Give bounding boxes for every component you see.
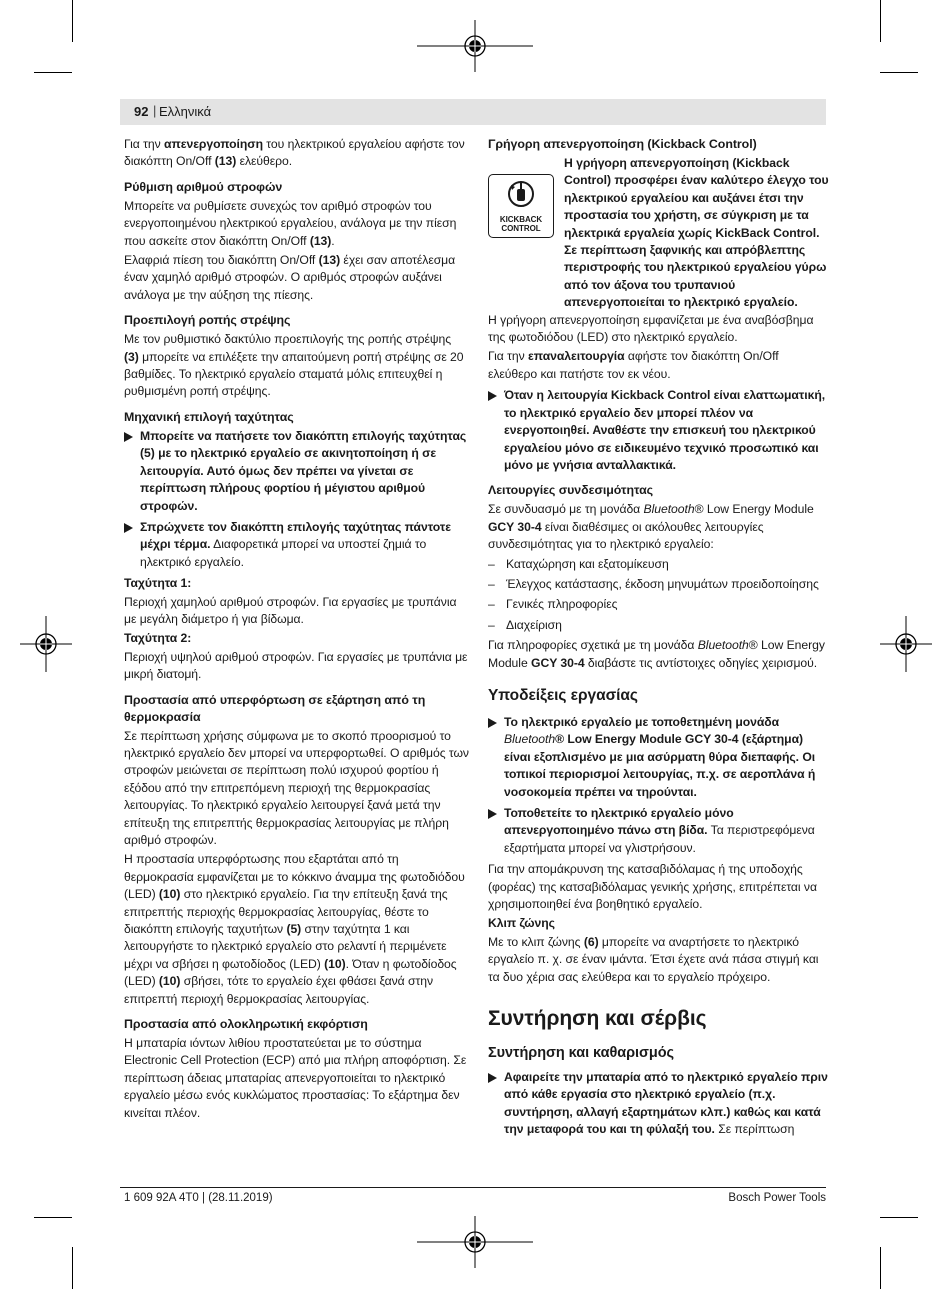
paragraph-kickback-3: [488, 348, 830, 383]
heading-working-tips: Υποδείξεις εργασίας: [488, 686, 638, 704]
heading-deep-discharge: Προστασία από ολοκληρωτική εκφόρτιση: [124, 1017, 368, 1032]
text-run: Για την: [488, 349, 529, 364]
text-run: του ηλεκτρικού εργαλείου αφήστε τον διακόπτη On/Off: [124, 137, 465, 169]
text-run: (10): [158, 887, 181, 902]
crop-mark: [880, 72, 918, 73]
page-number: 92: [134, 104, 149, 119]
kickback-icon-label-2: CONTROL: [501, 224, 541, 233]
heading-gear-selection: Μηχανική επιλογή ταχύτητας: [124, 409, 294, 424]
crop-mark: [34, 72, 72, 73]
registration-mark-icon: [417, 1216, 533, 1268]
rotation-hand-icon: [507, 178, 535, 214]
text-run: Με το κλιπ ζώνης: [488, 934, 584, 949]
header-separator: |: [153, 103, 157, 118]
footer-rule: [120, 1187, 826, 1188]
text-run: .: [331, 233, 335, 248]
warning-triangle-icon: [488, 718, 497, 728]
text-run: μπορείτε να επιλέξετε την απαιτούμενη ροπή στρέψης σε 20 βαθμίδες. Το ηλεκτρικό εργαλείο σταματά μόλις επιτευχθεί η ρυθμισμένη ροπή στρέψης.: [124, 349, 464, 399]
heading-maintenance-service: Συντήρηση και σέρβις: [488, 1007, 707, 1031]
paragraph-switch-off: [124, 136, 469, 171]
list-item-text: Έλεγχος κατάστασης, έκδοση μηνυμάτων προειδοποίησης: [506, 576, 819, 591]
warning-triangle-icon: [124, 432, 133, 442]
heading-temperature-protection: Προστασία από υπερφόρτωση σε εξάρτηση από τη θερμοκρασία: [124, 692, 426, 724]
crop-mark: [880, 0, 881, 42]
text-run: (10): [324, 956, 346, 971]
text-run: στην ταχύτητα 1 και λειτουργήστε το ηλεκτρικό εργαλείο στο ρελαντί ή περιμένετε μέχρι να σβήσει η φωτοδίοδος (LED): [124, 922, 447, 971]
text-run: Για πληροφορίες σχετικά με τη μονάδα: [488, 638, 698, 653]
text-run: GCY 30-4: [531, 655, 585, 670]
text-run: Bluetooth: [643, 502, 695, 517]
warning-triangle-icon: [488, 809, 497, 819]
text-run: (13): [309, 233, 332, 248]
belt-clip-label: Κλιπ ζώνης: [488, 916, 555, 931]
text-run: Σπρώχνετε τον διακόπτη επιλογής ταχύτητας πάντοτε μέχρι τέρμα.: [140, 519, 451, 552]
kickback-block: [488, 155, 830, 312]
text-run: έχει σαν αποτέλεσμα έναν χαμηλό αριθμό στροφών. Ο αριθμός στροφών αυξάνει ανάλογα με την αύξηση της πίεσης.: [124, 253, 456, 302]
left-column: [124, 136, 469, 1124]
list-dash: –: [488, 617, 495, 632]
heading-connectivity: Λειτουργίες συνδεσιμότητας: [488, 483, 654, 498]
paragraph-speed-2: [124, 252, 469, 304]
kickback-control-icon: [488, 174, 554, 238]
text-run: (5): [286, 922, 302, 937]
list-item: [488, 576, 830, 593]
list-item: [488, 556, 830, 573]
list-item-text: Καταχώρηση και εξατομίκευση: [506, 556, 669, 571]
text-run: ελεύθερο.: [236, 154, 293, 169]
warning-text: [504, 715, 815, 799]
text-run: Τα περιστρεφόμενα εξαρτήματα μπορεί να γλιστρήσουν.: [504, 823, 815, 855]
text-run: είναι διαθέσιμες οι ακόλουθες λειτουργίες συνδεσιμότητας για το ηλεκτρικό εργαλείο:: [488, 519, 764, 552]
text-run: Όταν η λειτουργία Kickback Control είναι ελαττωματική, το ηλεκτρικό εργαλείο δεν μπορεί πλέον να ενεργοποιηθεί. Αναθέστε την επισκευή του ηλεκτρικού εργαλείου μόνο σε ειδικευμένο τεχνικό προσωπικό και μόνο με γνήσια ανταλλακτικά.: [504, 388, 826, 472]
crop-mark: [880, 1247, 881, 1289]
warning-text: [504, 388, 825, 472]
heading-maintenance-cleaning: Συντήρηση και καθαρισμός: [488, 1045, 674, 1062]
paragraph-kickback: Η γρήγορη απενεργοποίηση (Kickback Control) προσφέρει έναν καλύτερο έλεγχο του ηλεκτρικού εργαλείου και αυξάνει έτσι την προστασία του χρήστη, σε σύγκριση με τα ηλεκτρικά εργαλεία χωρίς KickBack Control. Σε περίπτωση ξαφνικής και απρόβλεπτης περιστροφής του ηλεκτρικού εργαλείου γύρω από τον άξονα του τρυπανιού απενεργοποιείται το ηλεκτρικό εργαλείο.: [564, 156, 829, 310]
warning-tips-2: [488, 805, 830, 857]
text-run: διαβάστε τις αντίστοιχες οδηγίες χειρισμού.: [584, 655, 818, 670]
warning-triangle-icon: [488, 1073, 497, 1083]
gear-1-label: Ταχύτητα 1:: [124, 576, 192, 591]
text-run: Τοποθετείτε το ηλεκτρικό εργαλείο μόνο απενεργοποιημένο πάνω στη βίδα.: [504, 806, 734, 838]
registration-mark-icon: [20, 616, 72, 672]
paragraph-deep-discharge: Η μπαταρία ιόντων λιθίου προστατεύεται με το σύστημα Electronic Cell Protection (ECP) από μια πλήρη αποφόρτιση. Σε περίπτωση άδειας μπαταρίας απενεργοποιείται το ηλεκτρικό εργαλείο μέσω ενός κυκλώματος προστασίας: Το εξάρτημα δεν κινείται πλέον.: [124, 1036, 467, 1120]
list-item: [488, 617, 830, 634]
heading-torque: Προεπιλογή ροπής στρέψης: [124, 313, 291, 328]
text-run: Σε περίπτωση: [714, 1122, 795, 1137]
paragraph-temp-1: Σε περίπτωση χρήσης σύμφωνα με το σκοπό προορισμού το ηλεκτρικό εργαλείο δεν μπορεί να υπερφορτωθεί. Ο αριθμός των στροφών μειώνεται σε περίπτωση πολύ ισχυρού φορτίου ή εξόδου από την επιτρεπόμενη περιοχή της θερμοκρασίας λειτουργίας. Το ηλεκτρικό εργαλείο λειτουργεί ξανά μετά την επίτευξη της επιτρεπτής θερμοκρασίας λειτουργίας με πλήρη αριθμό στροφών.: [124, 728, 469, 847]
paragraph-tips: Για την απομάκρυνση της κατσαβιδόλαμας ή της υποδοχής (φορέας) της κατσαβιδόλαμας γενικής χρήσης, επιτρέπεται να χρησιμοποιηθεί ένα βοηθητικό εργαλείο.: [488, 862, 817, 912]
list-item-text: Γενικές πληροφορίες: [506, 597, 618, 612]
crop-mark: [72, 0, 73, 42]
crop-mark: [34, 1217, 72, 1218]
warning-text: [504, 806, 815, 855]
text-run: ® Low Energy Module: [488, 638, 825, 670]
gear-2-text: Περιοχή υψηλού αριθμού στροφών. Για εργασίες με τρυπάνια με μικρή διατομή.: [124, 649, 468, 682]
text-run: (3): [124, 349, 139, 364]
text-run: Το ηλεκτρικό εργαλείο με τοποθετημένη μονάδα: [504, 714, 780, 729]
text-run: Η προστασία υπερφόρτωσης που εξαρτάται από τη θερμοκρασία εμφανίζεται με το κόκκινο άναμμα της φωτοδιόδου (LED): [124, 852, 465, 902]
header-language: Ελληνικά: [159, 104, 212, 119]
list-dash: –: [488, 576, 495, 591]
text-run: Με τον ρυθμιστικό δακτύλιο προεπιλογής της ροπής στρέψης: [124, 332, 452, 347]
page-header: [120, 99, 826, 125]
crop-mark: [880, 1217, 918, 1218]
text-run: ® Low Energy Module: [694, 502, 814, 517]
paragraph-speed-1: [124, 198, 469, 250]
text-run: Σε συνδυασμό με τη μονάδα: [488, 502, 644, 517]
text-run: GCY 30-4: [488, 519, 542, 534]
paragraph-temp-2: [124, 851, 469, 1008]
warning-triangle-icon: [124, 523, 133, 533]
footer-brand: Bosch Power Tools: [728, 1192, 826, 1204]
gear-1-text: Περιοχή χαμηλού αριθμού στροφών. Για εργασίες με τρυπάνια με μεγάλη διάμετρο ή για βίδωμα.: [124, 594, 457, 626]
paragraph-belt-clip: [488, 934, 830, 986]
list-item: [488, 596, 830, 613]
warning-kickback: [488, 387, 830, 474]
list-dash: –: [488, 597, 495, 612]
connectivity-list: [488, 556, 830, 635]
footer-document-number: 1 609 92A 4T0 | (28.11.2019): [124, 1192, 273, 1204]
gear-2-label: Ταχύτητα 2:: [124, 631, 192, 646]
registration-mark-icon: [880, 616, 932, 672]
text-run: Ελαφριά πίεση του διακόπτη On/Off: [124, 253, 319, 268]
text-run: απενεργοποίηση: [164, 137, 263, 151]
paragraph-kickback-2: Η γρήγορη απενεργοποίηση εμφανίζεται με ένα αναβόσβημα της φωτοδιόδου (LED) στο ηλεκτρικό εργαλείο.: [488, 312, 814, 345]
text-run: επαναλειτουργία: [528, 349, 625, 364]
warning-cleaning: [488, 1069, 830, 1139]
warning-gear-1: [124, 428, 469, 515]
text-run: σβήσει, τότε το εργαλείο έχει φθάσει ξανά στην επιτρεπτή περιοχή θερμοκρασίας λειτουργίας.: [124, 974, 433, 1006]
text-run: Μπορείτε να ρυθμίσετε συνεχώς τον αριθμό στροφών του ενεργοποιημένου ηλεκτρικού εργαλείου, ανάλογα με την πίεση που ασκείτε στον διακόπτη On/Off: [124, 198, 457, 248]
paragraph-torque: [124, 331, 469, 401]
text-run: στο ηλεκτρικό εργαλείο. Για την επίτευξη ξανά της επιτρεπτής περιοχής θερμοκρασίας λειτουργίας, θέστε το διακόπτη επιλογής ταχυτήτων: [124, 887, 448, 937]
warning-gear-2: [124, 519, 469, 571]
text-run: (13): [318, 253, 341, 268]
right-column: [488, 136, 830, 1143]
text-run: Μπορείτε να πατήσετε τον διακόπτη επιλογής ταχύτητας (5) με το ηλεκτρικό εργαλείο σε ακινητοποίηση ή σε λειτουργία. Αυτό όμως δεν πρέπει να γίνεται σε περίπτωση πλήρους φορτίου ή μέγιστου αριθμού στροφών.: [140, 428, 467, 513]
heading-speed-adjust: Ρύθμιση αριθμού στροφών: [124, 179, 283, 194]
text-run: Bluetooth: [697, 638, 749, 653]
registration-mark-icon: [417, 20, 533, 72]
text-run: . Όταν η φωτοδίοδος (LED): [124, 956, 457, 989]
paragraph-connectivity-2: [488, 637, 830, 672]
heading-kickback: Γρήγορη απενεργοποίηση (Kickback Control): [488, 137, 757, 151]
text-run: Bluetooth: [504, 732, 556, 747]
crop-mark: [72, 1247, 73, 1289]
warning-triangle-icon: [488, 391, 497, 401]
text-run: ® Low Energy Module GCY 30-4 (εξάρτημα) είναι εξοπλισμένο με μια ασύρματη θύρα διεπαφής. Οι τοπικοί περιορισμοί λειτουργίας, π.χ. σε αεροπλάνα ή νοσοκομεία πρέπει να τηρούνται.: [504, 732, 816, 799]
text-run: μπορείτε να αναρτήσετε το ηλεκτρικό εργαλείο π. χ. σε έναν ιμάντα. Έτσι έχετε ανά πάσα στιγμή και τα δυο χέρια σας ελεύθερα και το εργαλείο πρόχειρο.: [488, 934, 819, 984]
text-run: (10): [158, 974, 181, 989]
list-dash: –: [488, 556, 495, 571]
text-run: Αφαιρείτε την μπαταρία από το ηλεκτρικό εργαλείο πριν από κάθε εργασία στο ηλεκτρικό εργαλείο (π.χ. συντήρηση, αλλαγή εξαρτημάτων κλπ.) καθώς και κατά την μεταφορά του και τη φύλαξή του.: [504, 1070, 828, 1137]
text-run: αφήστε τον διακόπτη On/Off ελεύθερο και πατήστε τον εκ νέου.: [488, 349, 779, 381]
text-run: (6): [583, 934, 599, 949]
warning-text: [140, 520, 451, 569]
kickback-icon-label-1: KICKBACK: [499, 215, 543, 224]
text-run: Διαφορετικά μπορεί να υποστεί ζημιά το ηλεκτρικό εργαλείο.: [140, 537, 427, 569]
list-item-text: Διαχείριση: [506, 617, 562, 632]
warning-text: [504, 1070, 828, 1136]
text-run: (13): [214, 154, 237, 169]
warning-text: [140, 429, 466, 513]
warning-tips-1: [488, 714, 830, 801]
paragraph-connectivity: [488, 501, 830, 553]
text-run: Για την: [124, 137, 165, 151]
